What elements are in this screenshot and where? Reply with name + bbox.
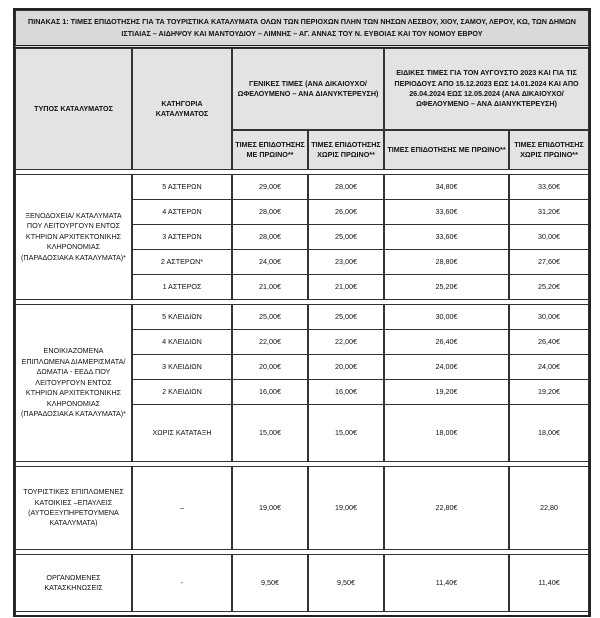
group-type-label: ΟΡΓΑΝΩΜΕΝΕΣ ΚΑΤΑΣΚΗΝΩΣΕΙΣ [15, 554, 132, 612]
price-cell: 31,20€ [510, 200, 588, 225]
group-apartments [15, 304, 589, 462]
price-cell: 30,00€ [510, 305, 588, 330]
price-cell: 24,00€ [233, 250, 307, 275]
price-cell: 27,60€ [510, 250, 588, 275]
price-cell: 18,00€ [538, 427, 560, 437]
price-cell: 15,00€ [335, 427, 357, 437]
price-cell: 16,00€ [309, 380, 383, 405]
category-cell: – [132, 466, 232, 550]
price-cell: 28,00€ [233, 200, 307, 225]
category-cell: 4 ΑΣΤΕΡΩΝ [133, 200, 231, 225]
price-cell: 28,80€ [385, 250, 508, 275]
price-cell: 25,00€ [233, 305, 307, 330]
price-cell: 20,00€ [233, 355, 307, 380]
price-cell: 29,00€ [233, 175, 307, 200]
price-cell: 30,00€ [510, 225, 588, 250]
header-general-prices: ΓΕΝΙΚΕΣ ΤΙΜΕΣ (ΑΝΑ ΔΙΚΑΙΟΥΧΟ/ΩΦΕΛΟΥΜΕΝΟ – ΑΝΑ ΔΙΑΝΥΚΤΕΡΕΥΣΗ) [232, 48, 384, 130]
price-cell: 19,00€ [232, 466, 308, 550]
price-cell: 22,80 [509, 466, 589, 550]
price-cell: 9,50€ [308, 554, 384, 612]
price-cell: 18,00€ [435, 427, 458, 437]
price-cell: 30,00€ [385, 305, 508, 330]
group-type-label: ΞΕΝΟΔΟΧΕΙΑ/ ΚΑΤΑΛΥΜΑΤΑ ΠΟΥ ΛΕΙΤΟΥΡΓΟΥΝ ΕΝΤΟΣ ΚΤΗΡΙΩΝ ΑΡΧΙΤΕΚΤΟΝΙΚΗΣ ΚΛΗΡΟΝΟΜΙΑΣ (ΠΑΡΑΔΟΣΙΑΚΑ ΚΑΤΑΛΥΜΑΤΑ)* [15, 174, 132, 300]
price-cell: 9,50€ [232, 554, 308, 612]
price-cell: 19,20€ [510, 380, 588, 405]
group-type-label: ΕΝΟΙΚΙΑΖΟΜΕΝΑ ΕΠΙΠΛΩΜΕΝΑ ΔΙΑΜΕΡΙΣΜΑΤΑ/ ΔΩΜΑΤΙΑ - ΕΕΔΔ ΠΟΥ ΛΕΙΤΟΥΡΓΟΥΝ ΕΝΤΟΣ ΚΤΗΡΙΩΝ ΑΡΧΙΤΕΚΤΟΝΙΚΗΣ ΚΛΗΡΟΝΟΜΙΑΣ (ΠΑΡΑΔΟΣΙΑΚΑ ΚΑΤΑΛΥΜΑΤΑ)* [15, 304, 132, 462]
group-hotels [15, 174, 589, 300]
price-cell: 33,60€ [510, 175, 588, 200]
header-type: ΤΥΠΟΣ ΚΑΤΑΛΥΜΑΤΟΣ [15, 48, 132, 170]
price-cell: 11,40€ [384, 554, 509, 612]
price-cell: 33,60€ [385, 200, 508, 225]
category-cell: 2 ΚΛΕΙΔΙΩΝ [133, 380, 231, 405]
price-cell: 26,40€ [385, 330, 508, 355]
price-cell: 21,00€ [259, 281, 281, 291]
subsidy-table-container [13, 8, 587, 617]
price-cell: 24,00€ [385, 355, 508, 380]
price-cell: 25,00€ [309, 305, 383, 330]
category-cell: ΧΩΡΙΣ ΚΑΤΑΤΑΞΗ [152, 427, 212, 437]
header-general-with-breakfast: ΤΙΜΕΣ ΕΠΙΔΟΤΗΣΗΣ ΜΕ ΠΡΩΙΝΟ** [232, 130, 308, 170]
price-cell: 26,40€ [510, 330, 588, 355]
category-cell: 4 ΚΛΕΙΔΙΩΝ [133, 330, 231, 355]
header-category: ΚΑΤΗΓΟΡΙΑ ΚΑΤΑΛΥΜΑΤΟΣ [132, 48, 232, 170]
category-cell: 3 ΑΣΤΕΡΩΝ [133, 225, 231, 250]
price-cell: 15,00€ [259, 427, 281, 437]
price-cell: 26,00€ [309, 200, 383, 225]
table-title-row [15, 10, 589, 48]
header-special-with-breakfast: ΤΙΜΕΣ ΕΠΙΔΟΤΗΣΗΣ ΜΕ ΠΡΩΙΝΟ** [384, 130, 509, 170]
group-type-label: ΤΟΥΡΙΣΤΙΚΕΣ ΕΠΙΠΛΩΜΕΝΕΣ ΚΑΤΟΙΚΙΕΣ –ΕΠΑΥΛΕΙΣ (ΑΥΤΟΕΞΥΠΗΡΕΤΟΥΜΕΝΑ ΚΑΤΑΛΥΜΑΤΑ) [15, 466, 132, 550]
price-cell: 33,60€ [385, 225, 508, 250]
price-cell: 22,80€ [384, 466, 509, 550]
header-special-without-breakfast: ΤΙΜΕΣ ΕΠΙΔΟΤΗΣΗΣ ΧΩΡΙΣ ΠΡΩΙΝΟ** [509, 130, 589, 170]
price-cell: 16,00€ [233, 380, 307, 405]
category-cell: 1 ΑΣΤΕΡΟΣ [162, 281, 202, 291]
price-cell: 34,80€ [385, 175, 508, 200]
category-cell: 3 ΚΛΕΙΔΙΩΝ [133, 355, 231, 380]
table-title: ΠΙΝΑΚΑΣ 1: ΤΙΜΕΣ ΕΠΙΔΟΤΗΣΗΣ ΓΙΑ ΤΑ ΤΟΥΡΙΣΤΙΚΑ ΚΑΤΑΛΥΜΑΤΑ ΟΛΩΝ ΤΩΝ ΠΕΡΙΟΧΩΝ ΠΛΗΝ ΤΩΝ ΝΗΣΩΝ ΛΕΣΒΟΥ, ΧΙΟΥ, ΣΑΜΟΥ, ΛΕΡΟΥ, ΚΩ, ΤΩΝ ΔΗΜΩΝ ΙΣΤΙΑΙΑΣ – ΑΙΔΗΨΟΥ ΚΑΙ ΜΑΝΤΟΥΔΙΟΥ – ΛΙΜΝΗΣ – ΑΓ. ΑΝΝΑΣ ΤΟΥ Ν. ΕΥΒΟΙΑΣ ΚΑΙ ΤΟΥ ΝΟΜΟΥ ΕΒΡΟΥ [15, 10, 589, 48]
price-cell: 22,00€ [233, 330, 307, 355]
price-cell: 22,00€ [309, 330, 383, 355]
category-cell: - [132, 554, 232, 612]
header-special-prices: ΕΙΔΙΚΕΣ ΤΙΜΕΣ ΓΙΑ ΤΟΝ ΑΥΓΟΥΣΤΟ 2023 ΚΑΙ ΓΙΑ ΤΙΣ ΠΕΡΙΟΔΟΥΣ ΑΠΟ 15.12.2023 ΕΩΣ 14.01.2024 ΚΑΙ ΑΠΟ 26.04.2024 ΕΩΣ 12.05.2024 (ΑΝΑ ΔΙΚΑΙΟΥΧΟ/ΩΦΕΛΟΥΜΕΝΟ – ΑΝΑ ΔΙΑΝΥΚΤΕΡΕΥΣΗ) [384, 48, 589, 130]
price-cell: 11,40€ [509, 554, 589, 612]
price-cell: 24,00€ [510, 355, 588, 380]
price-cell: 21,00€ [335, 281, 357, 291]
price-cell: 23,00€ [309, 250, 383, 275]
header-row-1 [15, 48, 589, 130]
price-cell: 28,00€ [309, 175, 383, 200]
group-camping [15, 554, 589, 612]
category-cell: 2 ΑΣΤΕΡΩΝ* [133, 250, 231, 275]
group-villas [15, 466, 589, 550]
price-cell: 19,20€ [385, 380, 508, 405]
subsidy-rates-table [13, 8, 591, 617]
category-cell: 5 ΚΛΕΙΔΙΩΝ [133, 305, 231, 330]
price-cell: 28,00€ [233, 225, 307, 250]
price-cell: 25,20€ [435, 281, 458, 291]
category-cell: 5 ΑΣΤΕΡΩΝ [133, 175, 231, 200]
price-cell: 25,20€ [538, 281, 560, 291]
price-cell: 25,00€ [309, 225, 383, 250]
price-cell: 20,00€ [309, 355, 383, 380]
header-general-without-breakfast: ΤΙΜΕΣ ΕΠΙΔΟΤΗΣΗΣ ΧΩΡΙΣ ΠΡΩΙΝΟ** [308, 130, 384, 170]
price-cell: 19,00€ [308, 466, 384, 550]
